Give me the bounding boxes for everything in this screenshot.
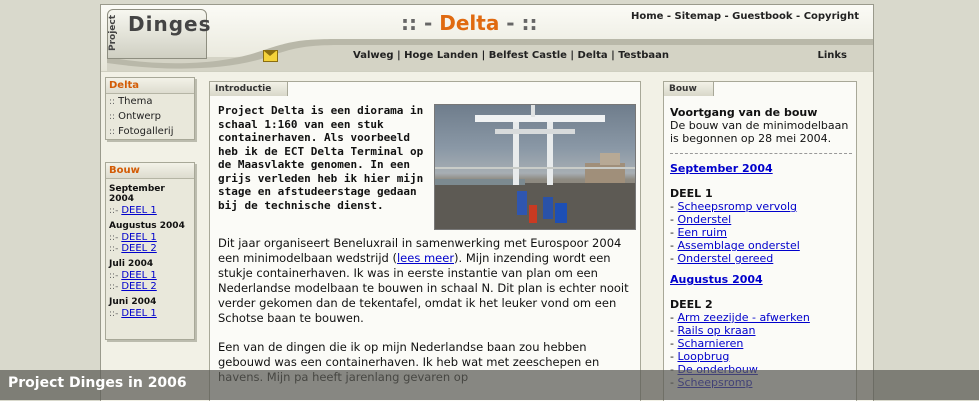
bouw-link[interactable]: Assemblage onderstel xyxy=(677,239,800,252)
sidebar-month: September 2004 xyxy=(109,184,165,204)
top-nav[interactable]: Home - Sitemap - Guestbook - Copyright xyxy=(631,11,859,22)
bouw-list-item[interactable]: - Onderstel xyxy=(670,213,732,226)
bouw-list-item[interactable]: - Een ruim xyxy=(670,226,727,239)
caption-bar xyxy=(0,370,979,400)
bullet-icon: ::- xyxy=(109,233,119,243)
bouw-list-item[interactable]: - Onderstel gereed xyxy=(670,252,774,265)
month-heading[interactable]: September 2004 xyxy=(670,162,773,175)
logo-main-text: Dinges xyxy=(128,12,212,36)
caption-text: Project Dinges in 2006 xyxy=(8,375,187,391)
sidebar-delta-menu xyxy=(105,77,195,140)
bouw-link[interactable]: Scharnieren xyxy=(677,337,744,350)
bouw-link[interactable]: Rails op kraan xyxy=(677,324,756,337)
project-nav[interactable]: Valweg | Hoge Landen | Belfest Castle | Delta | Testbaan xyxy=(353,50,669,61)
voortgang-title: Voortgang van de bouw xyxy=(670,106,818,119)
intro-summary: Project Delta is een diorama in schaal 1:160 van een stuk containerhaven. Als voorbeeld heb ik de ECT Delta Terminal op de Maasvlakte genomen. In een grijs verleden heb ik hier mijn stage en afstudeerstage gedaan bij de technische dienst. xyxy=(218,104,424,212)
sidebar-month: Juli 2004 xyxy=(109,259,154,269)
deel-heading: DEEL 2 xyxy=(670,298,713,311)
bouw-list-item[interactable]: - Rails op kraan xyxy=(670,324,756,337)
container-terminal-photo xyxy=(434,104,636,230)
bouw-link[interactable]: Loopbrug xyxy=(677,350,730,363)
voortgang-text: De bouw van de minimodelbaan is begonnen op 28 mei 2004. xyxy=(670,119,849,145)
sidebar-month: Juni 2004 xyxy=(109,297,157,307)
sidebar-bouw xyxy=(105,162,195,340)
title-text: Delta xyxy=(439,11,500,35)
bullet-icon: ::- xyxy=(109,244,119,254)
title-deco-right: - :: xyxy=(506,11,538,35)
bouw-link[interactable]: Een ruim xyxy=(677,226,727,239)
deel-heading: DEEL 1 xyxy=(670,187,713,200)
bullet-icon: :: xyxy=(109,97,116,107)
bullet-icon: ::- xyxy=(109,271,119,281)
deel-link[interactable]: DEEL 2 xyxy=(121,243,157,254)
logo[interactable] xyxy=(107,9,212,59)
sidebar-deel-link[interactable] xyxy=(106,243,194,254)
bouw-link[interactable]: Onderstel xyxy=(677,213,732,226)
sidebar-month: Augustus 2004 xyxy=(109,221,185,231)
bouw-list-item[interactable]: - Loopbrug xyxy=(670,350,730,363)
paragraph-text: ). Mijn inzending wordt een stukje containerhaven. Ik was in eerste instantie van plan om een Nederlandse modelbaan te bouwen in schaal N. Dit plan is echter nooit verder gekomen dan de tekentafel, omdat ik het leuker vond om een Schotse baan te bouwen. xyxy=(218,251,629,325)
intro-paragraph-1 xyxy=(218,236,636,326)
bouw-list-item[interactable]: - Assemblage onderstel xyxy=(670,239,800,252)
photo-drawing xyxy=(435,105,635,229)
bullet-icon: :: xyxy=(109,127,116,137)
bullet-icon: ::- xyxy=(109,309,119,319)
sidebar-menu-heading: Delta xyxy=(106,78,194,94)
paragraph-text: Dit jaar organiseert Beneluxrail in samenwerking met Eurospoor 2004 een minimodelbaan wedstrijd ( xyxy=(218,236,622,265)
page-title xyxy=(401,11,538,35)
sidebar-item-ontwerp[interactable] xyxy=(106,109,194,124)
sidebar-item-label: Fotogallerij xyxy=(118,126,174,137)
bullet-icon: ::- xyxy=(109,282,119,292)
sidebar-deel-link[interactable] xyxy=(106,270,194,281)
sidebar-deel-link[interactable] xyxy=(106,281,194,292)
bouw-list-item[interactable]: - Arm zeezijde - afwerken xyxy=(670,311,810,324)
sidebar-item-label: Ontwerp xyxy=(118,111,161,122)
sidebar-item-fotogallerij[interactable] xyxy=(106,124,194,139)
intro-paragraph-2: Een van de dingen die ik op mijn Nederlandse baan zou hebben gebouwd was een containerhaven. Ik heb wat met zeeschepen en xyxy=(218,340,600,369)
lees-meer-link[interactable]: lees meer xyxy=(396,251,455,265)
bouw-list-item[interactable]: - Scharnieren xyxy=(670,337,744,350)
title-deco-left: :: - xyxy=(401,11,433,35)
header xyxy=(101,5,873,72)
sidebar-deel-link[interactable] xyxy=(106,205,194,216)
deel-link[interactable]: DEEL 1 xyxy=(121,308,157,319)
sidebar-item-thema[interactable] xyxy=(106,94,194,109)
bouw-panel xyxy=(663,81,857,401)
bouw-link[interactable]: Onderstel gereed xyxy=(677,252,774,265)
sidebar-deel-link[interactable] xyxy=(106,308,194,319)
intro-tab: Introductie xyxy=(209,81,288,96)
deel-link[interactable]: DEEL 1 xyxy=(121,232,157,243)
bouw-link[interactable]: Arm zeezijde - afwerken xyxy=(677,311,810,324)
page-frame xyxy=(100,4,874,401)
logo-small-text: Project xyxy=(108,14,118,51)
intro-panel xyxy=(209,81,641,401)
bouw-link[interactable]: Scheepsromp vervolg xyxy=(677,200,798,213)
deel-link[interactable]: DEEL 1 xyxy=(121,205,157,216)
bullet-icon: ::- xyxy=(109,206,119,216)
sidebar-bouw-heading: Bouw xyxy=(106,163,194,179)
mail-icon[interactable] xyxy=(263,50,278,62)
bouw-list-item[interactable]: - Scheepsromp vervolg xyxy=(670,200,798,213)
divider xyxy=(670,153,852,154)
links-nav[interactable]: Links xyxy=(817,50,847,61)
deel-link[interactable]: DEEL 1 xyxy=(121,270,157,281)
month-heading[interactable]: Augustus 2004 xyxy=(670,273,763,286)
bullet-icon: :: xyxy=(109,112,116,122)
sidebar-deel-link[interactable] xyxy=(106,232,194,243)
deel-link[interactable]: DEEL 2 xyxy=(121,281,157,292)
sidebar-item-label: Thema xyxy=(118,96,153,107)
intro-content xyxy=(218,104,636,385)
bouw-tab: Bouw xyxy=(663,81,714,96)
bouw-content xyxy=(670,106,852,389)
